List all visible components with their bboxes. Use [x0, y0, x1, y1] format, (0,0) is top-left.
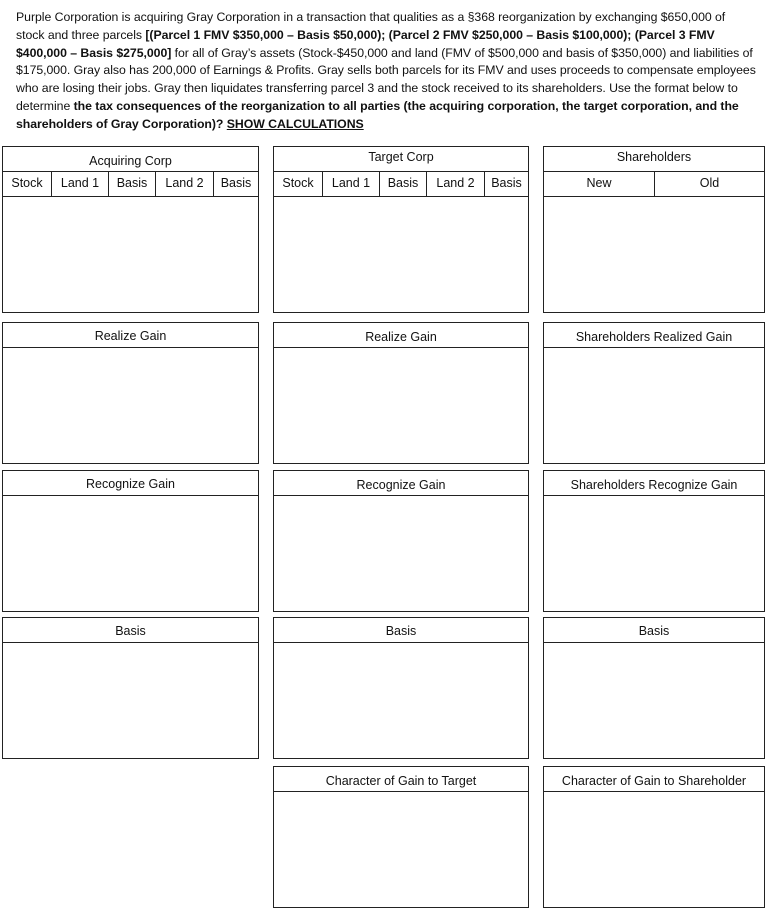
- shareholders-realize-label: Shareholders Realized Gain: [544, 323, 764, 348]
- shareholders-character-label: Character of Gain to Shareholder: [544, 767, 764, 792]
- acquiring-col-basis1: Basis: [109, 172, 156, 196]
- target-character-label: Character of Gain to Target: [274, 767, 528, 792]
- target-basis-label: Basis: [274, 618, 528, 643]
- acquiring-col-land1: Land 1: [52, 172, 109, 196]
- target-subheader: [274, 171, 528, 197]
- problem-text-1: Purple Corporation is acquiring Gray Corporation in a transaction that qualities as a §368 reorganization by exchanging $650,000 of stock and three parcels: [16, 10, 726, 42]
- show-calculations: SHOW CALCULATIONS: [226, 116, 364, 131]
- target-realize-box[interactable]: [273, 322, 529, 464]
- target-corp-title: Target Corp: [368, 150, 434, 164]
- target-col-stock: Stock: [274, 172, 323, 196]
- shareholders-basis-box[interactable]: [543, 617, 765, 759]
- shareholders-box[interactable]: [543, 146, 765, 313]
- shareholders-col-new: New: [544, 172, 655, 196]
- target-col-basis2: Basis: [491, 176, 522, 190]
- target-realize-label: Realize Gain: [274, 323, 528, 348]
- acquiring-corp-title: Acquiring Corp: [89, 154, 172, 168]
- shareholders-recognize-box[interactable]: [543, 470, 765, 612]
- acquiring-realize-box[interactable]: [2, 322, 259, 464]
- shareholders-subheader: [544, 171, 764, 197]
- acquiring-col-land2: Land 2: [156, 172, 214, 196]
- acquiring-recognize-label: Recognize Gain: [3, 471, 258, 496]
- target-col-basis1: Basis: [380, 172, 427, 196]
- acquiring-recognize-box[interactable]: [2, 470, 259, 612]
- shareholders-title: Shareholders: [616, 150, 692, 164]
- shareholders-col-old: Old: [699, 176, 720, 190]
- acquiring-subheader: [3, 171, 258, 197]
- target-corp-box[interactable]: [273, 146, 529, 313]
- target-col-land1: Land 1: [323, 172, 380, 196]
- problem-statement: [16, 9, 756, 134]
- shareholders-basis-label: Basis: [544, 618, 764, 643]
- problem-text-2: for all of Gray’s assets (Stock-$450,000 and land (FMV of $500,000 and basis of $350,000) and liabilities of $175,000. Gray also has 200,000 of Earnings & Profits. Gray sells both parcels for its FMV and uses proceeds to compensate employees who are losing their jobs. Gray then liquidates transferring parcel 3 and the stock received to its shareholders. Use the format below to determine: [16, 45, 756, 113]
- acquiring-basis-label: Basis: [3, 618, 258, 643]
- shareholders-recognize-label: Shareholders Recognize Gain: [544, 471, 764, 496]
- target-basis-box[interactable]: [273, 617, 529, 759]
- acquiring-col-stock: Stock: [3, 172, 52, 196]
- acquiring-corp-box[interactable]: [2, 146, 259, 313]
- shareholders-character-box[interactable]: [543, 766, 765, 908]
- shareholders-realize-box[interactable]: [543, 322, 765, 464]
- target-recognize-label: Recognize Gain: [274, 471, 528, 496]
- acquiring-basis-box[interactable]: [2, 617, 259, 759]
- target-col-land2: Land 2: [427, 172, 485, 196]
- acquiring-realize-label: Realize Gain: [3, 323, 258, 348]
- acquiring-col-basis2: Basis: [220, 176, 252, 190]
- target-character-box[interactable]: [273, 766, 529, 908]
- problem-question: the tax consequences of the reorganization to all parties (the acquiring corporation, the target corporation, and the shareholders of Gray Corporation)?: [16, 98, 739, 131]
- target-recognize-box[interactable]: [273, 470, 529, 612]
- problem-parcels: [(Parcel 1 FMV $350,000 – Basis $50,000); (Parcel 2 FMV $250,000 – Basis $100,000); (Parcel 3 FMV $400,000 – Basis $275,000]: [16, 27, 715, 60]
